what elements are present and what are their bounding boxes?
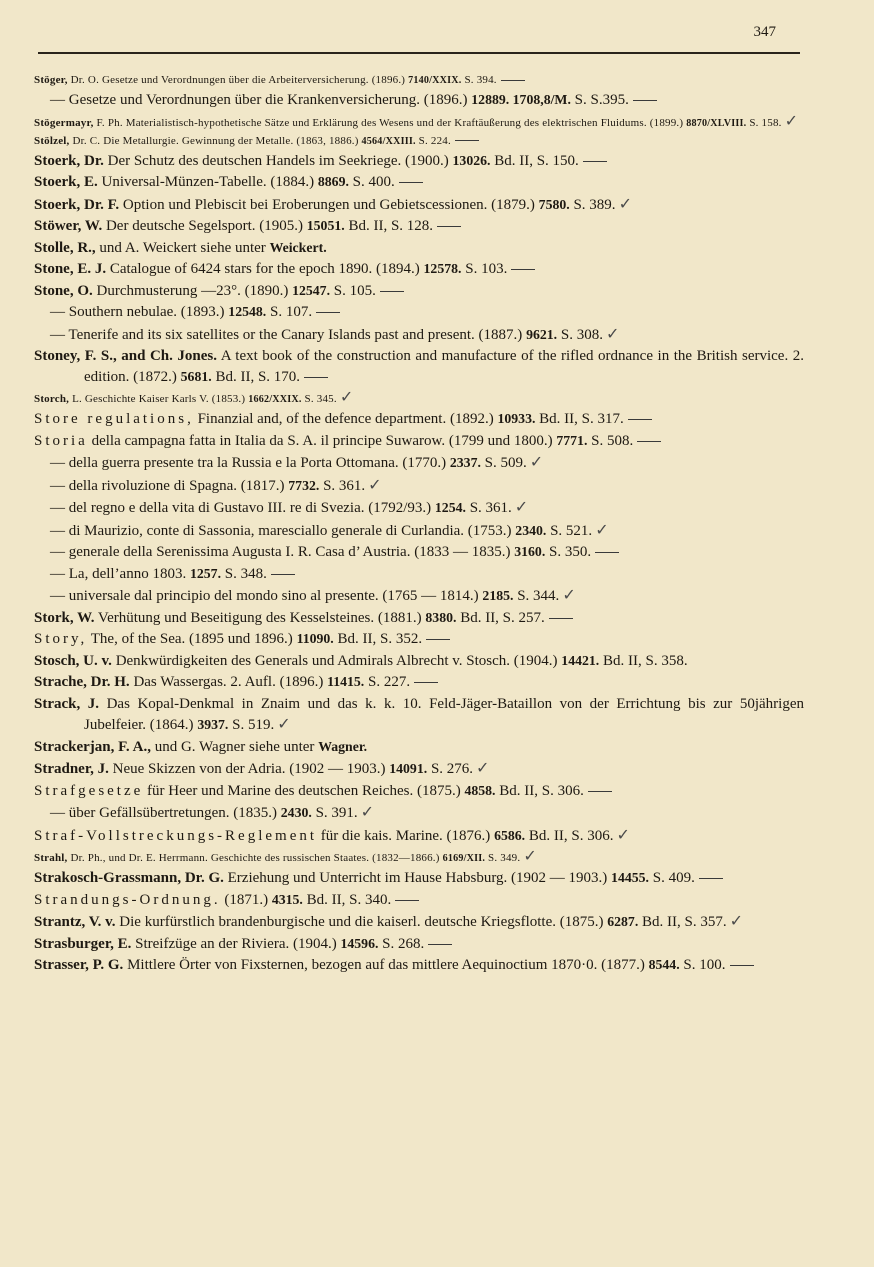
entry-page-ref: S. 348. xyxy=(221,565,267,582)
entry-catalog-number: 5681. xyxy=(180,368,212,384)
catalog-entry xyxy=(34,238,804,259)
entry-title: Universal-Münzen-Tabelle. (1884.) xyxy=(97,174,318,190)
entry-author: Stöger, xyxy=(34,74,68,86)
entry-title: F. Ph. Materialistisch-hypothetische Sätze und Erklärung des Wesens und der Kraftäußerung des elektrischen Fluidums. (1899.) xyxy=(93,116,687,129)
entry-title: — di Maurizio, conte di Sassonia, maresciallo generale di Curlandia. (1753.) xyxy=(50,522,516,539)
entry-title: — Southern nebulae. (1893.) xyxy=(50,304,229,320)
entry-page-ref: S. 268. xyxy=(378,935,425,952)
entry-page-ref: S. 349. xyxy=(485,852,521,864)
entry-catalog-number: 14596. xyxy=(340,935,379,951)
entry-title: Mittlere Örter von Fixsternen, bezogen auf das mittlere Aequinoctium 1870·0. (1877.) xyxy=(123,957,649,973)
entry-title: Der deutsche Segelsport. (1905.) xyxy=(102,218,307,234)
entry-title: Streifzüge an der Riviera. (1904.) xyxy=(131,935,341,952)
entry-title: — della rivoluzione di Spagna. (1817.) xyxy=(50,477,289,494)
entry-page-ref: Bd. II, S. 306. xyxy=(495,782,584,799)
pencil-dash-mark xyxy=(316,312,340,313)
entry-title: Neue Skizzen von der Adria. (1902 — 1903.) xyxy=(108,761,390,777)
pencil-dash-mark xyxy=(511,269,535,270)
entry-catalog-number: 11415. xyxy=(327,674,365,689)
entry-catalog-number: Wagner. xyxy=(318,738,368,754)
entry-author: Strasburger, E. xyxy=(34,935,132,952)
catalog-entry xyxy=(34,955,804,976)
entry-page-ref: S. 107. xyxy=(266,304,313,320)
entry-title: — Gesetze und Verordnungen über die Krankenversicherung. (1896.) xyxy=(50,92,472,108)
entry-catalog-number: 6586. xyxy=(494,827,526,843)
pencil-dash-mark xyxy=(549,618,573,619)
entry-spaced-title: Story, xyxy=(34,631,88,647)
entry-page-ref: S. 519. xyxy=(228,717,275,733)
entry-page-ref: S. 276. xyxy=(427,761,474,777)
pencil-dash-mark xyxy=(501,80,525,81)
entry-page-ref: S. 400. xyxy=(348,174,395,190)
entry-page-ref: S. 361. xyxy=(465,500,512,516)
catalog-entry xyxy=(34,651,804,672)
pencil-check-icon: ✓ xyxy=(729,911,744,930)
entry-page-ref: Bd. II, S. 358. xyxy=(599,652,688,669)
entry-page-ref: S. 105. xyxy=(330,282,376,299)
catalog-entry xyxy=(34,72,804,89)
catalog-entry xyxy=(34,194,804,216)
entry-catalog-number: 7580. xyxy=(538,196,570,212)
pencil-check-icon: ✓ xyxy=(360,802,375,821)
pencil-check-icon: ✓ xyxy=(368,474,382,494)
entry-catalog-number: Weickert. xyxy=(269,239,327,255)
entry-catalog-number: 2185. xyxy=(482,588,514,603)
entry-page-ref: S. 508. xyxy=(587,432,634,449)
entry-catalog-number: 12889. 1708,8/M. xyxy=(471,92,571,107)
entry-author: Stoerk, Dr. xyxy=(34,152,104,169)
catalog-entry xyxy=(34,497,804,519)
catalog-entry xyxy=(34,737,804,758)
entry-title: Erziehung und Unterricht im Hause Habsburg. (1902 — 1903.) xyxy=(223,870,612,886)
entry-title: A text book of the construction and manufacture of the rifled ordnance in the British service. 2. edition. (1872.) xyxy=(84,348,804,385)
entry-page-ref: Bd. II, S. 352. xyxy=(333,631,423,647)
catalog-entry xyxy=(34,608,804,629)
catalog-entry xyxy=(34,90,804,111)
entry-title: — del regno e della vita di Gustavo III. re di Svezia. (1792/93.) xyxy=(50,500,435,516)
entry-title: für die kais. Marine. (1876.) xyxy=(317,827,495,844)
entry-title: The, of the Sea. (1895 und 1896.) xyxy=(87,631,297,647)
pencil-dash-mark xyxy=(730,965,754,966)
entry-title: Dr. O. Gesetze und Verordnungen über die Arbeiterversicherung. (1896.) xyxy=(67,74,409,86)
catalog-entry xyxy=(34,890,804,911)
entry-catalog-number: 1662/XXIX. xyxy=(248,394,302,405)
pencil-dash-mark xyxy=(455,140,479,141)
catalog-entry xyxy=(34,781,804,802)
entry-title: Verhütung und Beseitigung des Kesselsteines. (1881.) xyxy=(94,609,426,626)
entry-catalog-number: 8380. xyxy=(425,609,457,625)
catalog-entry xyxy=(34,259,804,280)
pencil-check-icon: ✓ xyxy=(562,585,576,604)
entry-page-ref: S. 103. xyxy=(461,261,508,277)
entry-title: Der Schutz des deutschen Handels im Seekriege. (1900.) xyxy=(103,152,453,169)
entry-catalog-number: 1254. xyxy=(434,500,466,515)
entry-title: für Heer und Marine des deutschen Reiches. (1875.) xyxy=(143,782,465,799)
entry-page-ref: Bd. II, S. 128. xyxy=(344,218,434,234)
entry-author: Stone, E. J. xyxy=(34,261,107,277)
pencil-check-icon: ✓ xyxy=(595,519,609,539)
entry-author: Stölzel, xyxy=(34,134,70,147)
entry-catalog-number: 7140/XXIX. xyxy=(408,75,462,86)
pencil-dash-mark xyxy=(426,639,450,640)
catalog-entry xyxy=(34,694,804,736)
pencil-dash-mark xyxy=(304,377,328,378)
entry-title: Catalogue of 6424 stars for the epoch 1890. (1894.) xyxy=(106,261,424,277)
catalog-entry xyxy=(34,825,804,847)
entry-page-ref: S. 345. xyxy=(301,393,337,405)
catalog-entry xyxy=(34,629,804,650)
entry-title: Das Kopal-Denkmal in Znaim und das k. k. 10. Feld-Jäger-Bataillon von der Errichtung bis zur 50jährigen Jubelfeier. (1864.) xyxy=(84,695,804,733)
entry-author: Stork, W. xyxy=(34,609,95,626)
entry-title: Durchmusterung —23°. (1890.) xyxy=(92,282,293,299)
entry-title: Die kurfürstlich brandenburgische und die kaiserl. deutsche Kriegsflotte. (1875.) xyxy=(115,914,608,930)
catalog-entry xyxy=(34,112,804,132)
entry-page-ref: S. 224. xyxy=(415,134,451,147)
catalog-entry xyxy=(34,302,804,323)
entry-author: Strakosch-Grassmann, Dr. G. xyxy=(34,870,224,886)
entry-catalog-number: 15051. xyxy=(306,218,345,233)
catalog-entry xyxy=(34,452,804,474)
pencil-check-icon: ✓ xyxy=(514,497,529,516)
entry-author: Stolle, R., xyxy=(34,239,96,256)
entry-spaced-title: Store regulations, xyxy=(34,411,194,427)
entry-page-ref: S. 389. xyxy=(569,196,616,213)
entry-catalog-number: 7771. xyxy=(556,432,588,448)
entry-catalog-number: 13026. xyxy=(452,152,491,168)
entry-page-ref: S. S.395. xyxy=(570,92,629,108)
pencil-check-icon: ✓ xyxy=(277,714,291,733)
entry-title: L. Geschichte Kaiser Karls V. (1853.) xyxy=(69,393,249,405)
catalog-entry xyxy=(34,564,804,585)
entry-catalog-number: 2430. xyxy=(280,805,312,820)
entry-catalog-number: 4564/XXIII. xyxy=(361,135,416,147)
entry-title: — della guerra presente tra la Russia e la Porta Ottomana. (1770.) xyxy=(50,455,450,471)
catalog-entry xyxy=(34,911,804,933)
entry-page-ref: S. 361. xyxy=(319,477,366,494)
catalog-entry xyxy=(34,868,804,889)
entry-author: Strackerjan, F. A., xyxy=(34,738,151,755)
entry-page-ref: S. 350. xyxy=(545,544,592,560)
entry-page-ref: Bd. II, S. 357. xyxy=(638,914,727,930)
entry-title: — Tenerife and its six satellites or the Canary Islands past and present. (1887.) xyxy=(50,326,527,343)
catalog-entry xyxy=(34,934,804,955)
entry-catalog-number: 2340. xyxy=(515,522,547,538)
entry-title: Dr. C. Die Metallurgie. Gewinnung der Metalle. (1863, 1886.) xyxy=(69,134,362,147)
page-number: 347 xyxy=(753,24,776,40)
entry-catalog-number: 7732. xyxy=(288,477,320,493)
entry-catalog-number: 6287. xyxy=(607,914,639,929)
entry-catalog-number: 11090. xyxy=(296,631,334,646)
pencil-check-icon: ✓ xyxy=(616,824,630,844)
pencil-dash-mark xyxy=(595,552,619,553)
pencil-dash-mark xyxy=(437,226,461,227)
pencil-dash-mark xyxy=(271,574,295,575)
entry-page-ref: Bd. II, S. 340. xyxy=(302,891,392,908)
pencil-dash-mark xyxy=(628,419,652,420)
catalog-entry xyxy=(34,172,804,193)
entry-author: Strantz, V. v. xyxy=(34,914,116,930)
entry-catalog-number: 12547. xyxy=(292,282,331,298)
entry-page-ref: S. 344. xyxy=(513,588,560,604)
catalog-entry xyxy=(34,672,804,693)
header-rule xyxy=(38,52,800,54)
catalog-entry xyxy=(34,542,804,563)
entry-catalog-number: 8870/XLVIII. xyxy=(686,117,747,129)
pencil-dash-mark xyxy=(699,878,723,879)
entry-author: Stögermayr, xyxy=(34,116,94,129)
entry-catalog-number: 14421. xyxy=(561,652,600,668)
entry-title: — generale della Serenissima Augusta I. R. Casa d’ Austria. (1833 — 1835.) xyxy=(50,544,515,560)
entry-page-ref: S. 158. xyxy=(746,116,782,129)
entry-catalog-number: 3160. xyxy=(514,544,546,559)
pencil-dash-mark xyxy=(637,441,661,442)
entry-page-ref: S. 391. xyxy=(311,805,358,821)
pencil-dash-mark xyxy=(588,791,612,792)
entry-title: Finanzial and, of the defence department. (1892.) xyxy=(193,411,498,427)
entry-title: und G. Wagner siehe unter xyxy=(150,738,319,755)
pencil-check-icon: ✓ xyxy=(605,323,620,343)
pencil-dash-mark xyxy=(583,161,607,162)
entry-author: Stoerk, E. xyxy=(34,174,98,190)
entry-catalog-number: 8869. xyxy=(317,174,349,189)
catalog-entry xyxy=(34,520,804,542)
catalog-entry xyxy=(34,151,804,172)
pencil-check-icon: ✓ xyxy=(618,193,632,213)
entry-author: Strache, Dr. H. xyxy=(34,674,130,690)
pencil-check-icon: ✓ xyxy=(523,846,537,865)
entry-catalog-number: 2337. xyxy=(449,455,481,470)
catalog-entry xyxy=(34,585,804,607)
entry-author: Strack, J. xyxy=(34,695,100,712)
entry-title: — über Gefällsübertretungen. (1835.) xyxy=(50,805,281,821)
entry-catalog-number: 10933. xyxy=(497,411,536,426)
pencil-dash-mark xyxy=(380,291,404,292)
pencil-dash-mark xyxy=(414,682,438,683)
entry-page-ref: S. 394. xyxy=(461,74,497,86)
catalog-entry xyxy=(34,409,804,430)
entry-page-ref: S. 227. xyxy=(364,674,411,690)
pencil-check-icon: ✓ xyxy=(476,758,490,777)
entry-title: — La, dell’anno 1803. xyxy=(50,565,190,582)
catalog-entry xyxy=(34,281,804,302)
pencil-dash-mark xyxy=(428,944,452,945)
entry-author: Stone, O. xyxy=(34,282,93,299)
entry-page-ref: S. 509. xyxy=(480,455,527,471)
pencil-dash-mark xyxy=(399,182,423,183)
entry-page-ref: S. 409. xyxy=(649,870,695,886)
catalog-entry xyxy=(34,475,804,497)
pencil-check-icon: ✓ xyxy=(529,452,544,471)
entry-title: Das Wassergas. 2. Aufl. (1896.) xyxy=(129,674,328,690)
entry-title: (1871.) xyxy=(220,891,272,908)
entry-page-ref: Bd. II, S. 257. xyxy=(456,609,545,626)
entry-author: Stosch, U. v. xyxy=(34,652,112,669)
entry-catalog-number: 3937. xyxy=(197,717,229,732)
entry-title: und A. Weickert siehe unter xyxy=(95,239,270,256)
entry-author: Stoerk, Dr. F. xyxy=(34,196,120,213)
entry-list xyxy=(34,72,804,977)
catalog-entry xyxy=(34,324,804,346)
catalog-entry xyxy=(34,758,804,780)
entry-catalog-number: 14455. xyxy=(611,870,649,885)
entry-spaced-title: Strafgesetze xyxy=(34,782,144,799)
catalog-entry xyxy=(34,802,804,824)
catalog-entry xyxy=(34,216,804,237)
entry-page-ref: S. 308. xyxy=(557,326,603,343)
entry-page-ref: Bd. II, S. 306. xyxy=(525,827,614,844)
entry-spaced-title: Storia xyxy=(34,432,88,449)
entry-page-ref: S. 100. xyxy=(679,957,726,973)
entry-catalog-number: 4858. xyxy=(464,782,496,798)
catalog-entry xyxy=(34,133,804,150)
entry-page-ref: S. 521. xyxy=(546,522,593,539)
entry-author: Strasser, P. G. xyxy=(34,957,124,973)
catalog-entry xyxy=(34,388,804,408)
entry-title: Option und Plebiscit bei Eroberungen und Gebietscessionen. (1879.) xyxy=(119,196,539,213)
entry-catalog-number: 1257. xyxy=(189,565,222,581)
entry-catalog-number: 4315. xyxy=(271,891,303,907)
entry-author: Stöwer, W. xyxy=(34,218,103,234)
entry-page-ref: Bd. II, S. 317. xyxy=(535,411,624,427)
pencil-check-icon: ✓ xyxy=(784,110,799,130)
entry-author: Stoney, F. S., and Ch. Jones. xyxy=(34,348,218,364)
entry-title: della campagna fatta in Italia da S. A. il principe Suwarow. (1799 und 1800.) xyxy=(87,432,557,449)
entry-catalog-number: 8544. xyxy=(648,957,680,972)
entry-catalog-number: 12548. xyxy=(228,304,267,319)
entry-author: Storch, xyxy=(34,393,70,405)
entry-title: — universale dal principio del mondo sino al presente. (1765 — 1814.) xyxy=(50,588,483,604)
entry-catalog-number: 9621. xyxy=(526,326,558,342)
pencil-dash-mark xyxy=(633,100,657,101)
entry-catalog-number: 6169/XII. xyxy=(442,853,486,864)
entry-title: Dr. Ph., und Dr. E. Herrmann. Geschichte des russischen Staates. (1832—1866.) xyxy=(67,852,443,864)
pencil-check-icon: ✓ xyxy=(339,387,354,406)
entry-spaced-title: Strandungs-Ordnung. xyxy=(34,891,221,908)
catalog-entry xyxy=(34,431,804,452)
entry-author: Strahl, xyxy=(34,852,68,864)
entry-title: Denkwürdigkeiten des Generals und Admirals Albrecht v. Stosch. (1904.) xyxy=(111,652,562,669)
entry-page-ref: Bd. II, S. 170. xyxy=(211,368,301,385)
entry-catalog-number: 12578. xyxy=(423,261,462,276)
entry-page-ref: Bd. II, S. 150. xyxy=(490,152,579,169)
catalog-entry xyxy=(34,346,804,387)
pencil-dash-mark xyxy=(395,900,419,901)
catalog-entry xyxy=(34,847,804,867)
entry-catalog-number: 14091. xyxy=(389,761,428,776)
entry-author: Stradner, J. xyxy=(34,761,109,777)
entry-spaced-title: Straf-Vollstreckungs-Reglement xyxy=(34,827,318,844)
